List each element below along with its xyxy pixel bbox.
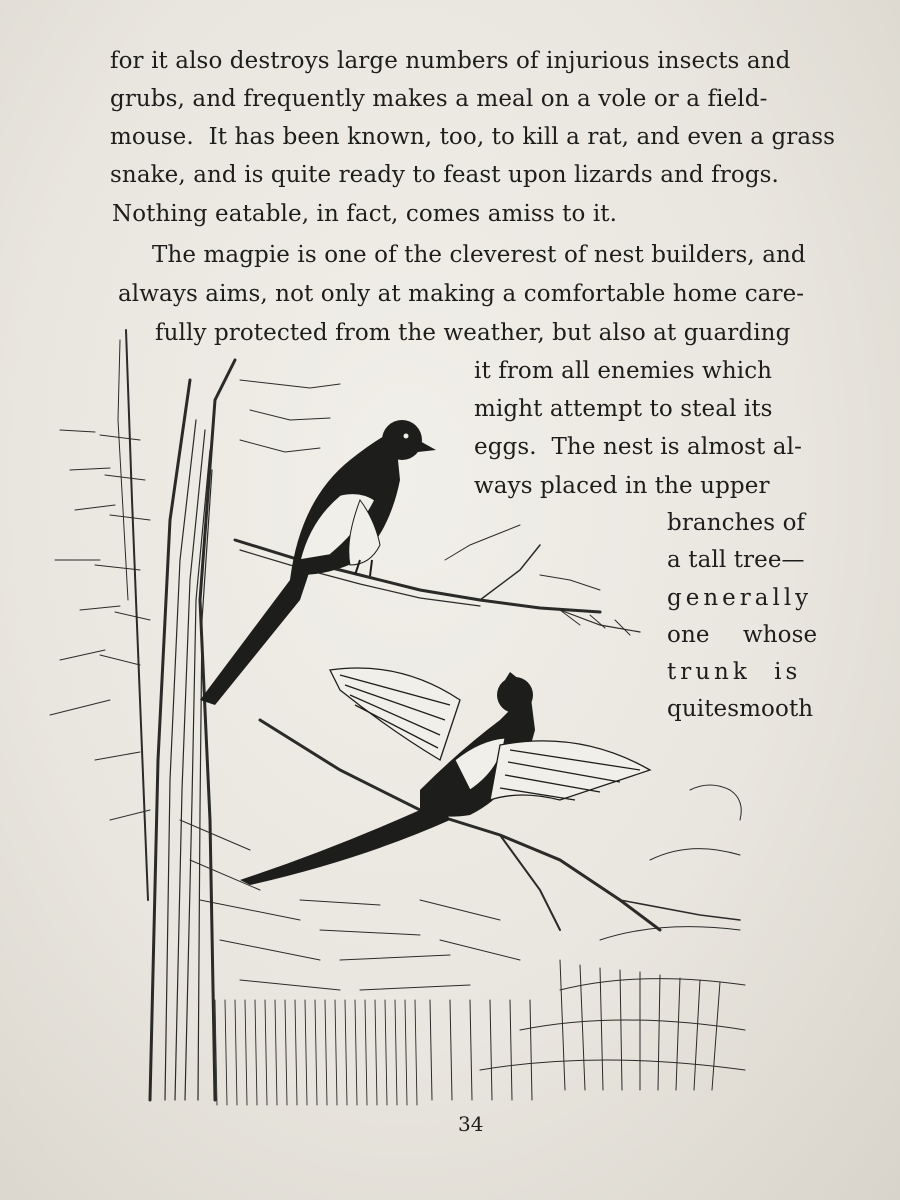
line-11: eggs. The nest is almost al-: [474, 434, 802, 460]
text-line: [110, 48, 798, 74]
text-line: [667, 510, 805, 536]
line-10: might attempt to steal its: [474, 396, 773, 422]
text-line: [474, 434, 802, 460]
line-3: mouse. It has been known, too, to kill a rat, and even a grass: [110, 124, 836, 150]
lower-magpie-drawing: [240, 668, 650, 885]
line-6: The magpie is one of the cleverest of nest builders, and: [152, 242, 806, 268]
page-number: 34: [458, 1112, 484, 1136]
line-1: for it also destroys large numbers of injurious insects and: [110, 48, 791, 74]
line-8: fully protected from the weather, but also at guarding: [155, 320, 791, 346]
line-16: one whose: [667, 622, 818, 648]
text-line: [112, 201, 617, 227]
text-line: [474, 473, 770, 499]
line-18: quitesmooth: [667, 696, 814, 722]
line-7: always aims, not only at making a comfortable home care-: [118, 281, 805, 307]
text-line: [667, 585, 812, 611]
text-line: [155, 320, 790, 346]
upper-magpie-drawing: [200, 420, 436, 705]
text-line: [667, 696, 813, 722]
line-5: Nothing eatable, in fact, comes amiss to it.: [112, 201, 618, 227]
text-line: [667, 622, 817, 648]
text-line: [667, 659, 801, 685]
line-13: branches of: [667, 510, 806, 536]
line-2: grubs, and frequently makes a meal on a vole or a field-: [110, 86, 768, 112]
line-4: snake, and is quite ready to feast upon lizards and frogs.: [110, 162, 779, 188]
text-line: [118, 281, 804, 307]
text-line: [667, 547, 805, 573]
ground-drawing: [215, 1000, 417, 1105]
text-line: [474, 358, 772, 384]
text-line: [110, 86, 767, 112]
line-14: a tall tree—: [667, 547, 805, 573]
bush-drawing: [430, 785, 745, 1100]
text-line: [152, 242, 806, 268]
line-17: trunk is: [667, 659, 802, 685]
text-line: [474, 396, 773, 422]
line-15: generally: [667, 585, 813, 611]
text-line: [110, 124, 835, 150]
line-12: ways placed in the upper: [474, 473, 770, 499]
tree-trunk-drawing: [118, 330, 235, 1100]
line-9: it from all enemies which: [474, 358, 773, 384]
text-line: [110, 162, 779, 188]
